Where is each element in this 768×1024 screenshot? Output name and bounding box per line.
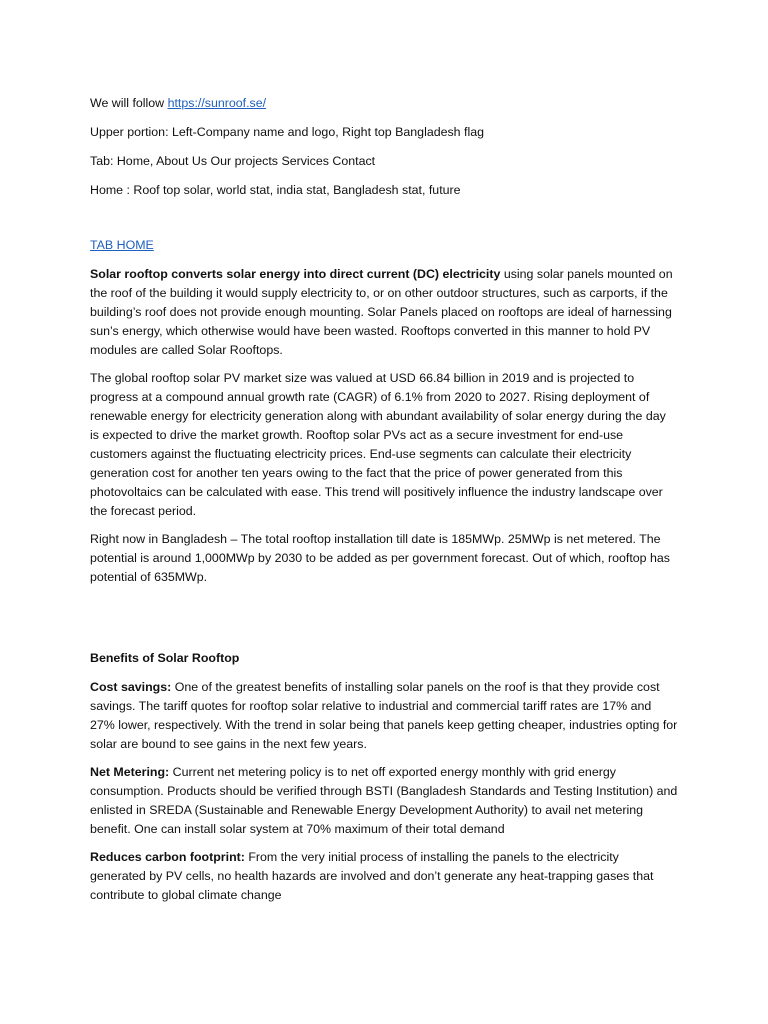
- cost-savings-paragraph: [90, 678, 678, 754]
- rooftop-intro-text: using solar panels mounted on the roof of the building it would supply electricity to, or on other outdoor structures, such as carports, if the building’s roof does not provide enough mounting. Solar Panels placed on rooftops are ideal of harnessing sun’s energy, which otherwise would have been wasted. Rooftops converted in this manner to hold PV modules are called Solar Rooftops.: [90, 267, 673, 357]
- net-metering-paragraph: [90, 763, 678, 839]
- follow-line: [90, 94, 678, 113]
- net-metering-label: Net Metering:: [90, 765, 170, 779]
- home-line: Home : Roof top solar, world stat, india stat, Bangladesh stat, future: [90, 183, 461, 197]
- rooftop-intro-bold: Solar rooftop converts solar energy into direct current (DC) electricity: [90, 267, 501, 281]
- rooftop-intro-paragraph: [90, 265, 678, 360]
- carbon-footprint-text: From the very initial process of installing the panels to the electricity generated by PV cells, no health hazards are involved and don’t generate any heat-trapping gases that contribute to global climate change: [90, 850, 654, 902]
- follow-prefix: We will follow: [90, 96, 168, 110]
- upper-portion-line: Upper portion: Left-Company name and logo, Right top Bangladesh flag: [90, 125, 484, 139]
- cost-savings-text: One of the greatest benefits of installing solar panels on the roof is that they provide cost savings. The tariff quotes for rooftop solar relative to industrial and commercial tariff rates are 17% and 27% lower, respectively. With the trend in solar being that panels keep getting cheaper, industries opting for solar are bound to see gains in the next few years.: [90, 680, 678, 751]
- net-metering-text: Current net metering policy is to net off exported energy monthly with grid energy consumption. Products should be verified through BSTI (Bangladesh Standards and Testing Institution) and enlisted in SREDA (Sustainable and Renewable Energy Development Authority) to avail net metering benefit. One can install solar system at 70% maximum of their total demand: [90, 765, 678, 836]
- carbon-footprint-paragraph: [90, 848, 678, 905]
- cost-savings-label: Cost savings:: [90, 680, 172, 694]
- sunroof-link[interactable]: https://sunroof.se/: [167, 96, 267, 110]
- market-paragraph: The global rooftop solar PV market size was valued at USD 66.84 billion in 2019 and is projected to progress at a compound annual growth rate (CAGR) of 6.1% from 2020 to 2027. Rising deployment of renewable energy for electricity generation along with abundant availability of solar energy during the day is expected to drive the market growth. Rooftop solar PVs act as a secure investment for end-use customers against the fluctuating electricity prices. End-use segments can calculate their electricity generation cost for another ten years owing to the fact that the price of power generated from this photovoltaics can be calculated with ease. This trend will positively influence the industry landscape over the forecast period.: [90, 371, 666, 518]
- bangladesh-paragraph: Right now in Bangladesh – The total rooftop installation till date is 185MWp. 25MWp is net metered. The potential is around 1,000MWp by 2030 to be added as per government forecast. Out of which, rooftop has potential of 635MWp.: [90, 532, 670, 584]
- carbon-footprint-label: Reduces carbon footprint:: [90, 850, 245, 864]
- benefits-title: Benefits of Solar Rooftop: [90, 651, 240, 665]
- tab-home-heading[interactable]: TAB HOME: [90, 238, 154, 252]
- tab-line: Tab: Home, About Us Our projects Services Contact: [90, 154, 376, 168]
